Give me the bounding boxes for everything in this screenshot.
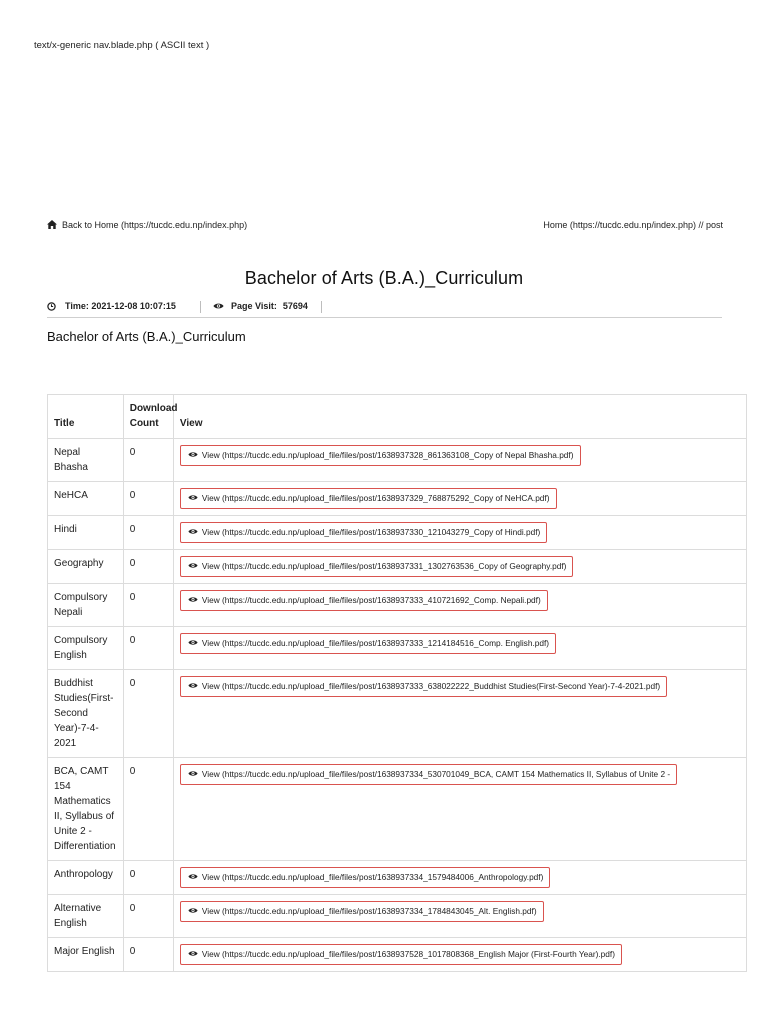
row-download-count: 0 [123, 938, 173, 972]
table-row [48, 584, 747, 627]
view-file-label: View (https://tucdc.edu.np/upload_file/files/post/1638937329_768875292_Copy of NeHCA.pdf) [201, 493, 550, 503]
row-title: Geography [48, 550, 124, 584]
row-download-count: 0 [123, 861, 173, 895]
eye-icon [188, 907, 198, 914]
view-file-button[interactable] [180, 488, 557, 509]
eye-icon [188, 950, 198, 957]
row-title: NeHCA [48, 482, 124, 516]
view-file-label: View (https://tucdc.edu.np/upload_file/files/post/1638937333_410721692_Comp. Nepali.pdf) [201, 595, 541, 605]
meta-divider [321, 301, 322, 313]
row-title: Buddhist Studies(First-Second Year)-7-4-2021 [48, 670, 124, 758]
row-title: Hindi [48, 516, 124, 550]
eye-icon [188, 451, 198, 458]
clock-icon [47, 302, 56, 311]
row-download-count: 0 [123, 627, 173, 670]
view-file-label: View (https://tucdc.edu.np/upload_file/files/post/1638937334_1579484006_Anthropology.pdf) [201, 872, 544, 882]
table-row [48, 861, 747, 895]
eye-icon [188, 494, 198, 501]
post-time [47, 301, 176, 311]
view-file-button[interactable] [180, 633, 556, 654]
row-title: Compulsory Nepali [48, 584, 124, 627]
row-download-count: 0 [123, 550, 173, 584]
view-file-button[interactable] [180, 676, 667, 697]
view-file-label: View (https://tucdc.edu.np/upload_file/files/post/1638937331_1302763536_Copy of Geography.pdf) [201, 561, 567, 571]
table-row [48, 627, 747, 670]
row-title: Alternative English [48, 895, 124, 938]
view-file-label: View (https://tucdc.edu.np/upload_file/files/post/1638937528_1017808368_English Major (First-Fourth Year).pdf) [201, 949, 615, 959]
view-file-button[interactable] [180, 522, 547, 543]
row-view-cell [173, 550, 746, 584]
table-row [48, 895, 747, 938]
eye-icon [213, 302, 224, 310]
row-title: Nepal Bhasha [48, 439, 124, 482]
file-mime-line: text/x-generic nav.blade.php ( ASCII text ) [34, 40, 210, 51]
row-title: Major English [48, 938, 124, 972]
top-navigation [47, 220, 723, 234]
view-file-label: View (https://tucdc.edu.np/upload_file/files/post/1638937333_1214184516_Comp. English.pdf) [201, 638, 550, 648]
row-title: BCA, CAMT 154 Mathematics II, Syllabus of Unite 2 - Differentiation [48, 758, 124, 861]
table-row [48, 550, 747, 584]
row-view-cell [173, 938, 746, 972]
post-meta [47, 301, 722, 318]
view-file-button[interactable] [180, 764, 677, 785]
view-file-button[interactable] [180, 556, 574, 577]
row-view-cell [173, 627, 746, 670]
view-file-label: View (https://tucdc.edu.np/upload_file/files/post/1638937333_638022222_Buddhist Studies(First-Second Year)-7-4-2021.pdf) [201, 681, 661, 691]
row-view-cell [173, 584, 746, 627]
row-title: Compulsory English [48, 627, 124, 670]
row-download-count: 0 [123, 670, 173, 758]
table-row [48, 938, 747, 972]
view-file-button[interactable] [180, 944, 622, 965]
page-visit-label: Page Visit: [231, 301, 277, 311]
table-row [48, 670, 747, 758]
table-row [48, 439, 747, 482]
column-header-title: Title [48, 395, 124, 439]
eye-icon [188, 682, 198, 689]
eye-icon [188, 596, 198, 603]
eye-icon [188, 770, 198, 777]
row-download-count: 0 [123, 516, 173, 550]
back-to-home-link[interactable] [47, 220, 247, 230]
view-file-button[interactable] [180, 590, 548, 611]
column-header-download-count: Download Count [123, 395, 173, 439]
row-download-count: 0 [123, 758, 173, 861]
post-time-label: Time: 2021-12-08 10:07:15 [65, 301, 176, 311]
back-link-label: Back to Home (https://tucdc.edu.np/index.php) [62, 220, 248, 230]
breadcrumb[interactable]: Home (https://tucdc.edu.np/index.php) // post [543, 220, 723, 230]
row-view-cell [173, 482, 746, 516]
view-file-button[interactable] [180, 867, 551, 888]
post-subheading: Bachelor of Arts (B.A.)_Curriculum [47, 329, 246, 344]
view-file-button[interactable] [180, 901, 544, 922]
row-download-count: 0 [123, 482, 173, 516]
row-view-cell [173, 758, 746, 861]
home-icon [47, 220, 57, 229]
view-file-label: View (https://tucdc.edu.np/upload_file/files/post/1638937328_861363108_Copy of Nepal Bhasha.pdf) [201, 450, 574, 460]
page-visit-count: 57694 [282, 301, 308, 311]
table-row [48, 516, 747, 550]
view-file-label: View (https://tucdc.edu.np/upload_file/files/post/1638937334_530701049_BCA, CAMT 154 Mathematics II, Syllabus of Unite 2 - [201, 769, 671, 779]
page-title: Bachelor of Arts (B.A.)_Curriculum [244, 268, 524, 288]
view-file-button[interactable] [180, 445, 581, 466]
row-view-cell [173, 861, 746, 895]
eye-icon [188, 873, 198, 880]
row-view-cell [173, 895, 746, 938]
eye-icon [188, 562, 198, 569]
eye-icon [188, 639, 198, 646]
view-file-label: View (https://tucdc.edu.np/upload_file/files/post/1638937330_121043279_Copy of Hindi.pdf) [201, 527, 541, 537]
row-title: Anthropology [48, 861, 124, 895]
meta-divider [200, 301, 201, 313]
row-view-cell [173, 670, 746, 758]
row-download-count: 0 [123, 584, 173, 627]
curriculum-files-table [47, 394, 747, 972]
table-row [48, 758, 747, 861]
row-download-count: 0 [123, 439, 173, 482]
page-visits [213, 301, 308, 311]
table-header-row [48, 395, 747, 439]
table-row [48, 482, 747, 516]
row-view-cell [173, 439, 746, 482]
column-header-view: View [173, 395, 746, 439]
row-download-count: 0 [123, 895, 173, 938]
view-file-label: View (https://tucdc.edu.np/upload_file/files/post/1638937334_1784843045_Alt. English.pdf) [201, 906, 537, 916]
row-view-cell [173, 516, 746, 550]
eye-icon [188, 528, 198, 535]
